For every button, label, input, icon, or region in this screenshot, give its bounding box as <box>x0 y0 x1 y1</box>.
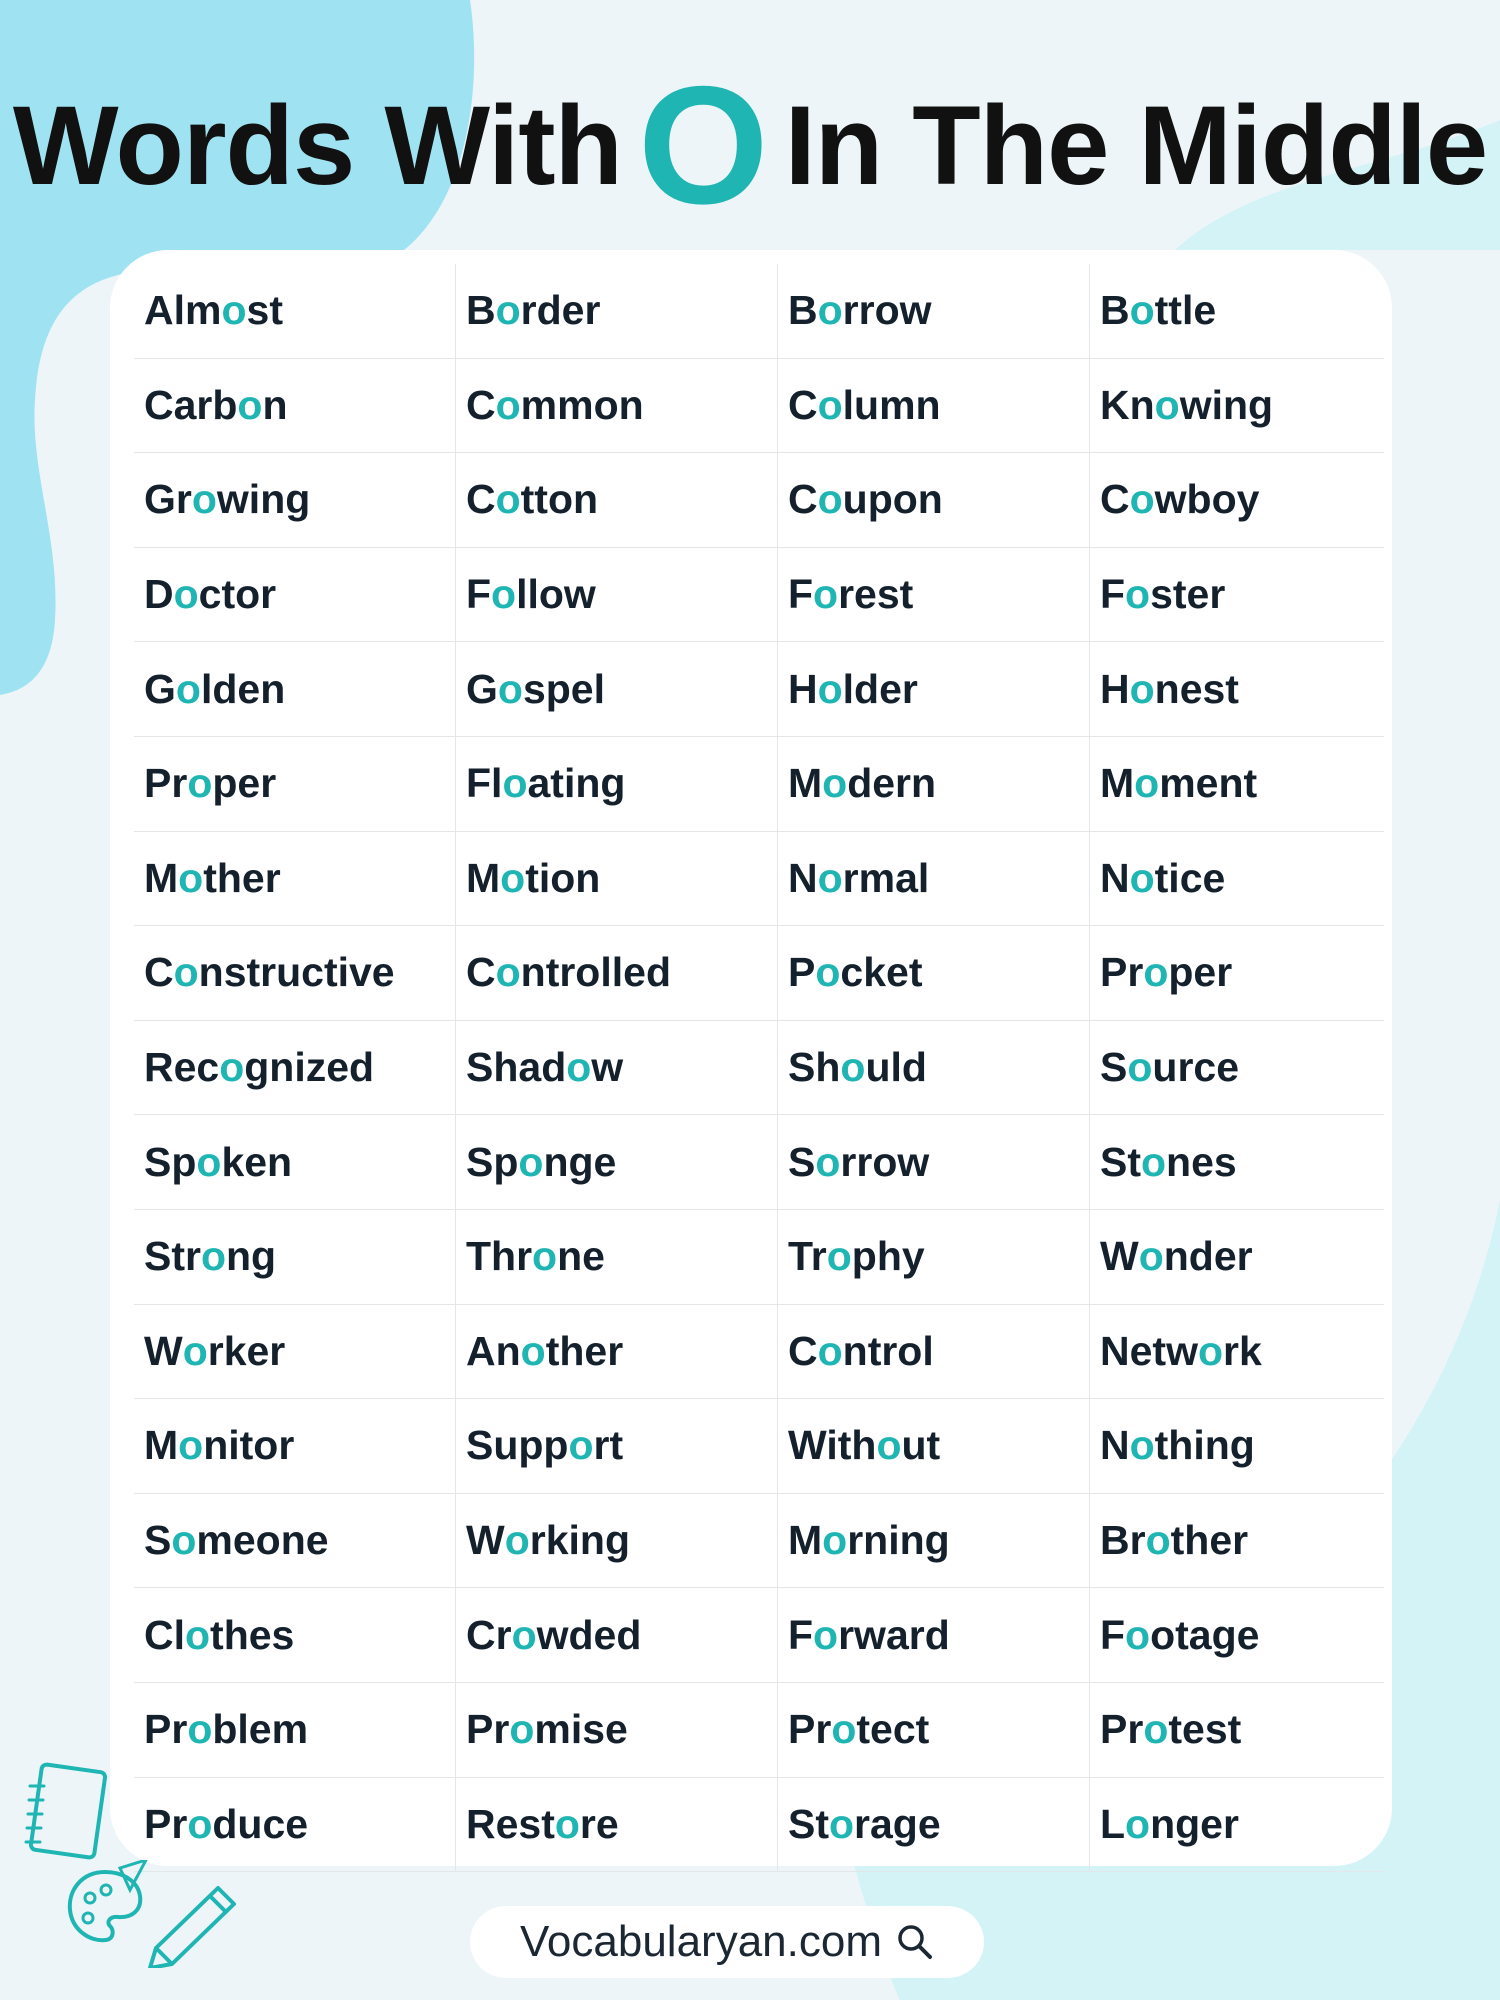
word-cell: B o rrow <box>777 264 1089 359</box>
highlighted-letter: o <box>817 854 843 901</box>
title-before: Words With <box>12 82 622 208</box>
search-icon <box>896 1923 934 1961</box>
word-cell: W o nder <box>1089 1210 1384 1305</box>
highlighted-letter: o <box>1138 1233 1164 1280</box>
highlighted-letter: o <box>817 665 843 712</box>
word-cell: C o lumn <box>777 359 1089 454</box>
highlighted-letter: o <box>1129 287 1155 334</box>
highlighted-letter: o <box>831 1706 857 1753</box>
word-cell: Gr o wing <box>134 453 455 548</box>
highlighted-letter: o <box>221 287 247 334</box>
highlighted-letter: o <box>1129 476 1155 523</box>
highlighted-letter: o <box>813 571 839 618</box>
word-cell: M o ther <box>134 832 455 927</box>
word-cell: Netw o rk <box>1089 1305 1384 1400</box>
highlighted-letter: o <box>191 476 217 523</box>
word-cell: D o ctor <box>134 548 455 643</box>
word-cell: C o nstructive <box>134 926 455 1021</box>
word-cell: Sp o ken <box>134 1115 455 1210</box>
word-cell: Cl o thes <box>134 1588 455 1683</box>
highlighted-letter: o <box>876 1422 902 1469</box>
highlighted-letter: o <box>171 1517 197 1564</box>
highlighted-letter: o <box>1134 760 1160 807</box>
word-cell: With o ut <box>777 1399 1089 1494</box>
highlighted-letter: o <box>1129 665 1155 712</box>
word-cell: N o rmal <box>777 832 1089 927</box>
pencil-icon <box>142 1878 244 1968</box>
word-cell: Pr o tect <box>777 1683 1089 1778</box>
highlighted-letter: o <box>173 949 199 996</box>
word-cell: H o lder <box>777 642 1089 737</box>
word-cell: S o meone <box>134 1494 455 1589</box>
highlighted-letter: o <box>491 571 517 618</box>
word-cell: Fl o ating <box>455 737 777 832</box>
word-cell: S o rrow <box>777 1115 1089 1210</box>
word-cell: St o nes <box>1089 1115 1384 1210</box>
highlighted-letter: o <box>1127 1044 1153 1091</box>
word-cell: C o upon <box>777 453 1089 548</box>
word-cell: C o ntrol <box>777 1305 1089 1400</box>
word-cell: Shad o w <box>455 1021 777 1116</box>
word-cell: Supp o rt <box>455 1399 777 1494</box>
word-cell: Pr o per <box>134 737 455 832</box>
highlighted-letter: o <box>173 571 199 618</box>
highlighted-letter: o <box>826 1233 852 1280</box>
site-name: Vocabularyan.com <box>520 1917 882 1966</box>
highlighted-letter: o <box>817 381 843 428</box>
word-cell: Rest o re <box>455 1778 777 1873</box>
word-cell: Pr o per <box>1089 926 1384 1021</box>
highlighted-letter: o <box>175 665 201 712</box>
word-cell: Br o ther <box>1089 1494 1384 1589</box>
word-cell: M o dern <box>777 737 1089 832</box>
highlighted-letter: o <box>187 1800 213 1847</box>
word-cell: M o ment <box>1089 737 1384 832</box>
highlighted-letter: o <box>497 665 523 712</box>
word-cell: L o nger <box>1089 1778 1384 1873</box>
highlighted-letter: o <box>518 1138 544 1185</box>
highlighted-letter: o <box>815 1138 841 1185</box>
highlighted-letter: o <box>1125 1800 1151 1847</box>
highlighted-letter: o <box>182 1327 208 1374</box>
word-cell: W o rker <box>134 1305 455 1400</box>
word-cell: N o thing <box>1089 1399 1384 1494</box>
word-cell: F o rest <box>777 548 1089 643</box>
highlighted-letter: o <box>178 1422 204 1469</box>
highlighted-letter: o <box>817 287 843 334</box>
highlighted-letter: o <box>1197 1327 1224 1374</box>
highlighted-letter: o <box>566 1044 592 1091</box>
highlighted-letter: o <box>187 1706 213 1753</box>
word-cell: F o llow <box>455 548 777 643</box>
word-cell: Pr o duce <box>134 1778 455 1873</box>
highlighted-letter: o <box>511 1611 537 1658</box>
word-cell: H o nest <box>1089 642 1384 737</box>
highlighted-letter: o <box>178 854 204 901</box>
highlighted-letter: o <box>200 1233 227 1280</box>
word-cell: P o cket <box>777 926 1089 1021</box>
highlighted-letter: o <box>504 1517 530 1564</box>
highlighted-letter: o <box>1145 1517 1171 1564</box>
highlighted-letter: o <box>237 381 263 428</box>
highlighted-letter: o <box>509 1706 535 1753</box>
word-cell: S o urce <box>1089 1021 1384 1116</box>
highlighted-letter: o <box>1125 1611 1151 1658</box>
word-cell: G o spel <box>455 642 777 737</box>
word-cell: Sh o uld <box>777 1021 1089 1116</box>
word-cell: W o rking <box>455 1494 777 1589</box>
word-cell: B o rder <box>455 264 777 359</box>
word-cell: Pr o mise <box>455 1683 777 1778</box>
word-cell: Rec o gnized <box>134 1021 455 1116</box>
highlighted-letter: o <box>817 476 843 523</box>
highlighted-letter: o <box>500 854 526 901</box>
word-grid <box>134 264 1384 1872</box>
word-cell: C o ntrolled <box>455 926 777 1021</box>
highlighted-letter: o <box>1141 1138 1167 1185</box>
word-cell: Pr o test <box>1089 1683 1384 1778</box>
highlighted-letter: o <box>840 1044 866 1091</box>
highlighted-letter: o <box>1143 949 1169 996</box>
footer-search-bar[interactable] <box>470 1906 984 1978</box>
highlighted-letter: o <box>1129 1422 1155 1469</box>
highlighted-letter: o <box>822 760 848 807</box>
highlighted-letter: o <box>1125 571 1151 618</box>
word-cell: Sp o nge <box>455 1115 777 1210</box>
notebook-icon <box>22 1762 108 1862</box>
word-cell: F o ster <box>1089 548 1384 643</box>
highlighted-letter: o <box>813 1611 839 1658</box>
highlighted-letter: o <box>495 949 521 996</box>
word-cell: F o otage <box>1089 1588 1384 1683</box>
highlighted-letter: o <box>495 476 521 523</box>
highlighted-letter: o <box>185 1611 211 1658</box>
palette-icon <box>60 1860 150 1950</box>
highlighted-letter: o <box>495 381 521 428</box>
page-title <box>0 51 1500 239</box>
highlighted-letter: o <box>495 287 521 334</box>
word-cell: M o tion <box>455 832 777 927</box>
word-cell: M o nitor <box>134 1399 455 1494</box>
word-cell: Str o ng <box>134 1210 455 1305</box>
word-cell: Alm o st <box>134 264 455 359</box>
highlighted-letter: o <box>1154 381 1180 428</box>
title-after: In The Middle <box>784 82 1488 208</box>
highlighted-letter: o <box>196 1138 222 1185</box>
word-cell: Cr o wded <box>455 1588 777 1683</box>
highlighted-letter: o <box>815 949 841 996</box>
highlighted-letter: o <box>520 1327 546 1374</box>
word-cell: An o ther <box>455 1305 777 1400</box>
highlighted-letter: o <box>502 760 528 807</box>
word-cell: Carb o n <box>134 359 455 454</box>
highlighted-letter: o <box>1129 854 1155 901</box>
word-cell: Thr o ne <box>455 1210 777 1305</box>
word-cell: Tr o phy <box>777 1210 1089 1305</box>
word-cell: C o wboy <box>1089 453 1384 548</box>
word-cell: G o lden <box>134 642 455 737</box>
title-letter: O <box>637 51 769 239</box>
word-cell: C o tton <box>455 453 777 548</box>
highlighted-letter: o <box>187 760 213 807</box>
highlighted-letter: o <box>822 1517 848 1564</box>
highlighted-letter: o <box>829 1800 855 1847</box>
word-cell: N o tice <box>1089 832 1384 927</box>
word-cell: St o rage <box>777 1778 1089 1873</box>
highlighted-letter: o <box>568 1422 594 1469</box>
word-cell: B o ttle <box>1089 264 1384 359</box>
highlighted-letter: o <box>554 1800 580 1847</box>
highlighted-letter: o <box>532 1233 558 1280</box>
highlighted-letter: o <box>219 1044 245 1091</box>
word-cell: M o rning <box>777 1494 1089 1589</box>
highlighted-letter: o <box>817 1327 843 1374</box>
word-cell: Pr o blem <box>134 1683 455 1778</box>
highlighted-letter: o <box>1143 1706 1169 1753</box>
word-cell: C o mmon <box>455 359 777 454</box>
word-cell: F o rward <box>777 1588 1089 1683</box>
word-cell: Kn o wing <box>1089 359 1384 454</box>
